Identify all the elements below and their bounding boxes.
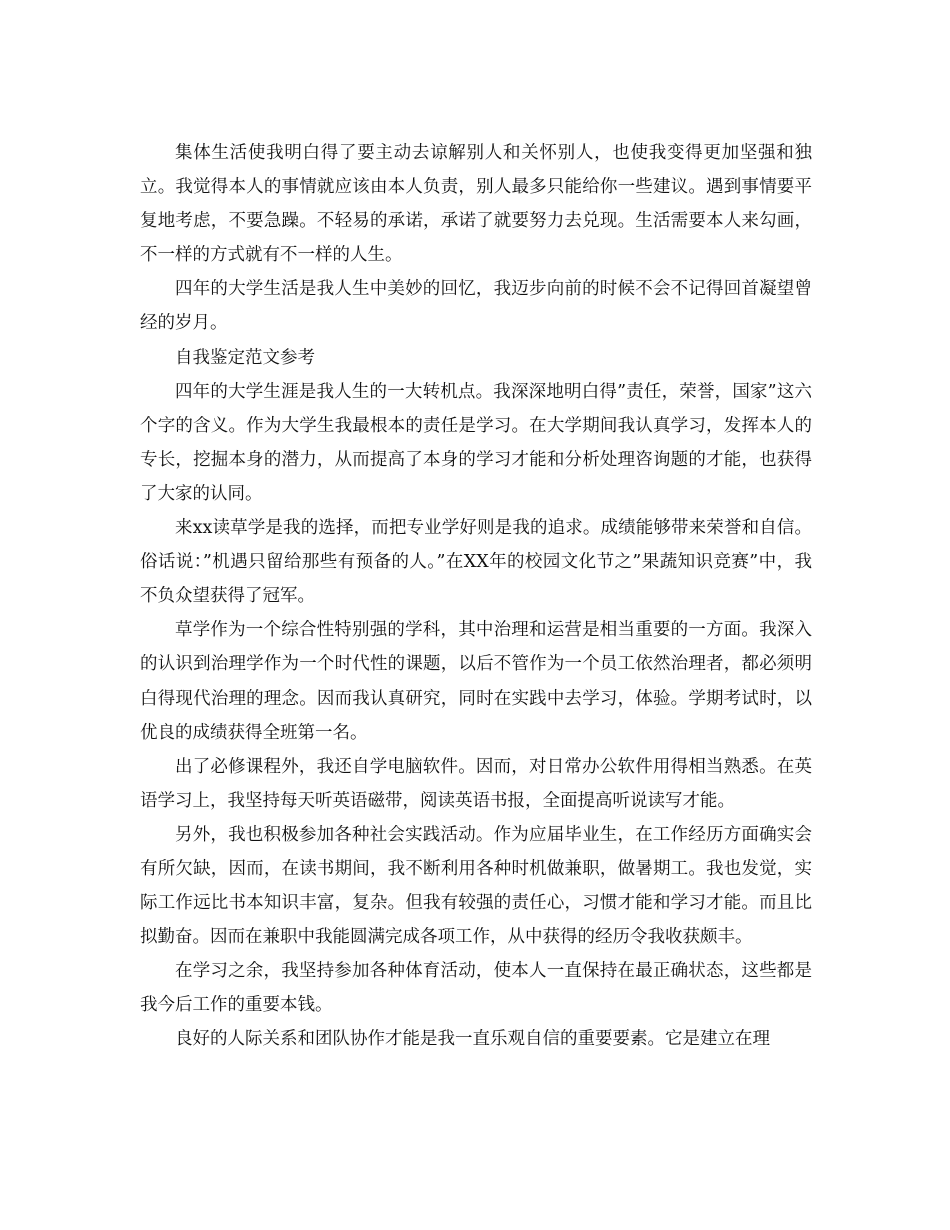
paragraph-management-study: 草学作为一个综合性特别强的学科，其中治理和运营是相当重要的一方面。我深入的认识到治理学作为一个时代性的课题，以后不管作为一个员工依然治理者，都必须明白得现代治理的理念。因而我认真研究，同时在实践中去学习，体验。学期考试时，以优良的成绩获得全班第一名。 (140, 620, 812, 743)
paragraph-university-memories: 四年的大学生活是我人生中美妙的回忆，我迈步向前的时候不会不记得回首凝望曾经的岁月。 (140, 279, 812, 334)
paragraph-teamwork: 良好的人际关系和团队协作才能是我一直乐观自信的重要要素。它是建立在理 (175, 1029, 770, 1050)
paragraph-self-study: 出了必修课程外，我还自学电脑软件。因而，对日常办公软件用得相当熟悉。在英语学习上，我坚持每天听英语磁带，阅读英语书报，全面提高听说读写才能。 (140, 756, 812, 811)
section-title: 自我鉴定范文参考 (175, 347, 315, 368)
paragraph-social-practice: 另外，我也积极参加各种社会实践活动。作为应届毕业生，在工作经历方面确实会有所欠缺，因而，在读书期间，我不断利用各种时机做兼职，做暑期工。我也发觉，实际工作远比书本知识丰富，复杂。但我有较强的责任心，习惯才能和学习才能。而且比拟勤奋。因而在兼职中我能圆满完成各项工作，从中获得的经历令我收获颇丰。 (140, 824, 812, 948)
document-body (140, 136, 812, 1057)
paragraph-major-choice: 来xx读草学是我的选择，而把专业学好则是我的追求。成绩能够带来荣誉和自信。俗话说：”机遇只留给那些有预备的人。”在XX年的校园文化节之”果蔬知识竞赛”中，我不负众望获得了冠军。 (140, 518, 812, 607)
paragraph-collective-life: 集体生活使我明白得了要主动去谅解别人和关怀别人，也使我变得更加坚强和独立。我觉得本人的事情就应该由本人负责，别人最多只能给你一些建议。遇到事情要平复地考虑，不要急躁。不轻易的承诺，承诺了就要努力去兑现。生活需要本人来勾画，不一样的方式就有不一样的人生。 (140, 143, 812, 266)
paragraph-turning-point: 四年的大学生涯是我人生的一大转机点。我深深地明白得”责任，荣誉，国家”这六个字的含义。作为大学生我最根本的责任是学习。在大学期间我认真学习，发挥本人的专长，挖掘本身的潜力，从而提高了本身的学习才能和分析处理咨询题的才能，也获得了大家的认同。 (140, 381, 812, 504)
paragraph-sports: 在学习之余，我坚持参加各种体育活动，使本人一直保持在最正确状态，这些都是我今后工作的重要本钱。 (140, 961, 812, 1016)
